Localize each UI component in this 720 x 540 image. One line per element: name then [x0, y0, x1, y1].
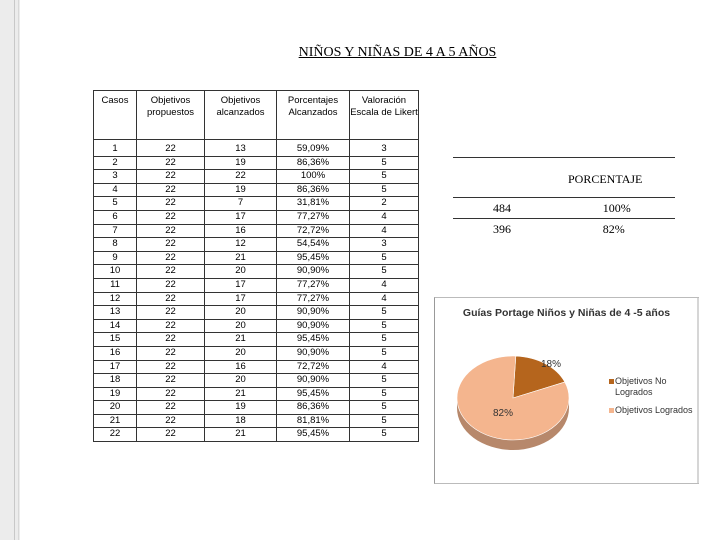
table-cell: 22 — [137, 428, 205, 442]
table-cell: 19 — [205, 401, 277, 415]
table-cell: 95,45% — [277, 251, 350, 265]
table-cell: 22 — [137, 183, 205, 197]
table-cell: 18 — [205, 414, 277, 428]
table-cell: 21 — [205, 333, 277, 347]
table-cell: 22 — [205, 170, 277, 184]
table-cell: 20 — [205, 306, 277, 320]
table-cell: 6 — [94, 210, 137, 224]
table-row — [94, 265, 419, 279]
table-cell: 22 — [137, 251, 205, 265]
table-cell: 4 — [350, 278, 419, 292]
pie-slice-label: 82% — [493, 408, 514, 419]
results-table — [93, 90, 419, 442]
table-cell: 20 — [205, 319, 277, 333]
table-cell: 22 — [137, 278, 205, 292]
table-cell: 22 — [137, 414, 205, 428]
table-cell: 4 — [350, 210, 419, 224]
table-cell: 22 — [137, 333, 205, 347]
table-cell: 4 — [94, 183, 137, 197]
legend-label: Objetivos No Logrados — [615, 376, 667, 397]
table-cell: 90,90% — [277, 306, 350, 320]
table-cell: 5 — [94, 197, 137, 211]
table-cell: 5 — [350, 183, 419, 197]
table-cell: 12 — [94, 292, 137, 306]
table-cell: 5 — [350, 346, 419, 360]
table-row — [94, 278, 419, 292]
header-casos: Casos — [94, 91, 137, 140]
table-row — [94, 238, 419, 252]
table-cell: 17 — [205, 210, 277, 224]
table-cell: 17 — [205, 278, 277, 292]
header-porcentajes: Porcentajes Alcanzados — [277, 91, 350, 140]
summary-achieved-percent: 82% — [603, 219, 675, 240]
table-cell: 95,45% — [277, 428, 350, 442]
table-cell: 5 — [350, 428, 419, 442]
table-cell: 20 — [94, 401, 137, 415]
table-cell: 86,36% — [277, 183, 350, 197]
table-cell: 90,90% — [277, 265, 350, 279]
legend-swatch — [609, 408, 614, 413]
table-cell: 22 — [137, 306, 205, 320]
table-row — [94, 224, 419, 238]
table-cell: 5 — [350, 374, 419, 388]
legend-item-logrados — [615, 405, 693, 416]
table-cell: 5 — [350, 306, 419, 320]
table-cell: 22 — [137, 197, 205, 211]
table-cell: 90,90% — [277, 374, 350, 388]
summary-row — [453, 198, 675, 219]
table-cell: 7 — [205, 197, 277, 211]
summary-achieved-objectives: 396 — [453, 219, 603, 240]
table-cell: 15 — [94, 333, 137, 347]
table-cell: 5 — [350, 156, 419, 170]
pie-slice-label: 18% — [541, 359, 562, 370]
table-cell: 22 — [137, 360, 205, 374]
table-cell: 19 — [94, 387, 137, 401]
table-row — [94, 319, 419, 333]
table-cell: 4 — [350, 224, 419, 238]
summary-row — [453, 219, 675, 240]
table-cell: 5 — [350, 401, 419, 415]
table-cell: 16 — [205, 224, 277, 238]
table-cell: 95,45% — [277, 333, 350, 347]
table-cell: 22 — [137, 292, 205, 306]
table-cell: 8 — [94, 238, 137, 252]
table-cell: 95,45% — [277, 387, 350, 401]
table-cell: 10 — [94, 265, 137, 279]
table-cell: 22 — [137, 224, 205, 238]
table-cell: 5 — [350, 387, 419, 401]
table-cell: 5 — [350, 333, 419, 347]
table-row — [94, 156, 419, 170]
table-cell: 12 — [205, 238, 277, 252]
table-cell: 22 — [137, 265, 205, 279]
legend-label: Objetivos Logrados — [615, 405, 693, 415]
table-cell: 1 — [94, 140, 137, 157]
table-cell: 22 — [94, 428, 137, 442]
table-cell: 3 — [350, 238, 419, 252]
table-cell: 16 — [94, 346, 137, 360]
table-cell: 13 — [94, 306, 137, 320]
table-cell: 86,36% — [277, 156, 350, 170]
table-cell: 11 — [94, 278, 137, 292]
table-row — [94, 414, 419, 428]
table-cell: 22 — [137, 238, 205, 252]
table-cell: 5 — [350, 251, 419, 265]
table-row — [94, 428, 419, 442]
table-cell: 3 — [94, 170, 137, 184]
table-cell: 22 — [137, 346, 205, 360]
pie-chart-frame — [434, 297, 699, 484]
table-cell: 22 — [137, 319, 205, 333]
table-row — [94, 197, 419, 211]
table-cell: 14 — [94, 319, 137, 333]
table-row — [94, 333, 419, 347]
table-cell: 17 — [205, 292, 277, 306]
table-cell: 7 — [94, 224, 137, 238]
table-cell: 19 — [205, 183, 277, 197]
summary-table — [453, 197, 675, 239]
table-cell: 5 — [350, 170, 419, 184]
table-row — [94, 387, 419, 401]
chart-title: Guías Portage Niños y Niñas de 4 -5 años — [462, 307, 671, 319]
table-cell: 100% — [277, 170, 350, 184]
table-row — [94, 401, 419, 415]
table-cell: 17 — [94, 360, 137, 374]
table-cell: 77,27% — [277, 278, 350, 292]
table-cell: 2 — [94, 156, 137, 170]
table-cell: 9 — [94, 251, 137, 265]
table-cell: 90,90% — [277, 346, 350, 360]
table-cell: 22 — [137, 210, 205, 224]
table-cell: 20 — [205, 374, 277, 388]
header-likert: Valoración Escala de Likert — [350, 91, 419, 140]
table-row — [94, 292, 419, 306]
table-cell: 72,72% — [277, 360, 350, 374]
table-cell: 59,09% — [277, 140, 350, 157]
table-cell: 22 — [137, 374, 205, 388]
table-row — [94, 306, 419, 320]
header-objetivos-propuestos: Objetivos propuestos — [137, 91, 205, 140]
table-cell: 72,72% — [277, 224, 350, 238]
slide-title: NIÑOS Y NIÑAS DE 4 A 5 AÑOS — [298, 45, 497, 60]
table-cell: 20 — [205, 346, 277, 360]
summary-top-rule — [453, 157, 675, 158]
table-cell: 21 — [94, 414, 137, 428]
table-cell: 2 — [350, 197, 419, 211]
table-cell: 20 — [205, 265, 277, 279]
table-cell: 77,27% — [277, 210, 350, 224]
table-cell: 31,81% — [277, 197, 350, 211]
table-cell: 4 — [350, 292, 419, 306]
table-cell: 5 — [350, 319, 419, 333]
table-row — [94, 360, 419, 374]
table-row — [94, 251, 419, 265]
summary-total-objectives: 484 — [453, 198, 603, 219]
table-cell: 13 — [205, 140, 277, 157]
legend-item-no-logrados — [615, 376, 685, 398]
table-row — [94, 374, 419, 388]
table-cell: 21 — [205, 428, 277, 442]
table-row — [94, 140, 419, 157]
table-body — [94, 140, 419, 442]
summary-total-percent: 100% — [603, 198, 675, 219]
table-cell: 5 — [350, 265, 419, 279]
summary-title: PORCENTAJE — [568, 172, 643, 186]
table-cell: 18 — [94, 374, 137, 388]
table-header-row — [94, 91, 419, 140]
table-cell: 4 — [350, 360, 419, 374]
table-cell: 86,36% — [277, 401, 350, 415]
table-cell: 22 — [137, 401, 205, 415]
table-cell: 3 — [350, 140, 419, 157]
table-cell: 19 — [205, 156, 277, 170]
table-cell: 5 — [350, 414, 419, 428]
table-cell: 21 — [205, 251, 277, 265]
header-objetivos-alcanzados: Objetivos alcanzados — [205, 91, 277, 140]
table-cell: 22 — [137, 170, 205, 184]
table-cell: 90,90% — [277, 319, 350, 333]
table-row — [94, 346, 419, 360]
table-cell: 22 — [137, 156, 205, 170]
legend-swatch — [609, 379, 614, 384]
table-row — [94, 183, 419, 197]
slide-left-border — [0, 0, 20, 540]
table-row — [94, 210, 419, 224]
table-cell: 22 — [137, 140, 205, 157]
table-cell: 21 — [205, 387, 277, 401]
table-cell: 81,81% — [277, 414, 350, 428]
table-cell: 16 — [205, 360, 277, 374]
table-cell: 22 — [137, 387, 205, 401]
table-cell: 54,54% — [277, 238, 350, 252]
table-row — [94, 170, 419, 184]
table-cell: 77,27% — [277, 292, 350, 306]
